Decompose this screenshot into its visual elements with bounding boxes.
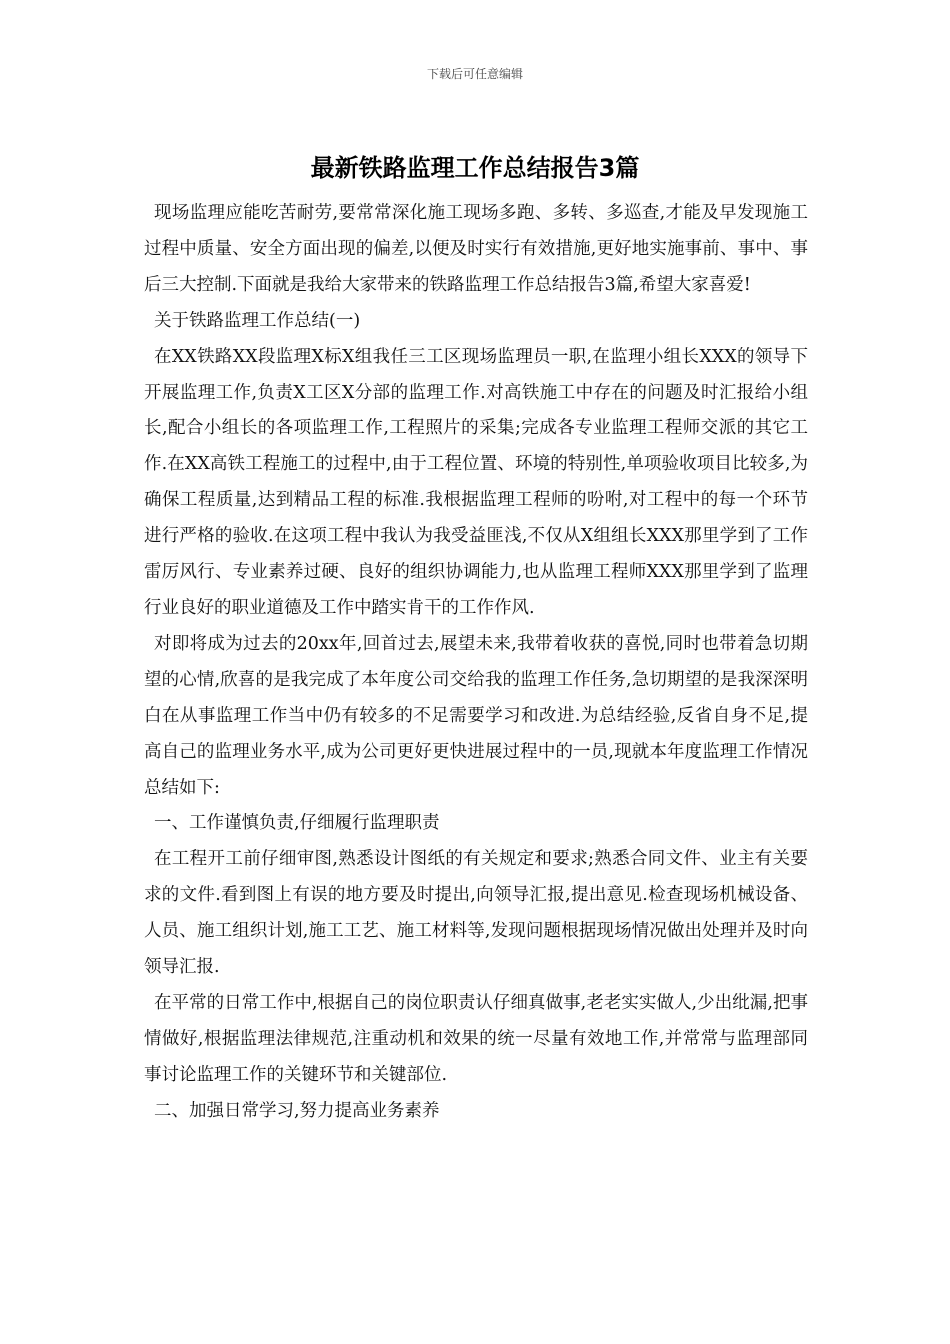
section-heading-one: 一、工作谨慎负责,仔细履行监理职责 bbox=[154, 813, 440, 834]
section-heading-two: 二、加强日常学习,努力提高业务素养 bbox=[154, 1100, 440, 1121]
header-note: 下载后可任意编辑 bbox=[426, 67, 523, 81]
paragraph-year-review: 对即将成为过去的20xx年,回首过去,展望未来,我带着收获的喜悦,同时也带着急切期望的心情,欣喜的是我完成了本年度公司交给我的监理工作任务,急切期望的是我深深明白在从事监理工作当中仍有较多的不足需要学习和改进.为总结经验,反省自身不足,提高自己的监理业务水平,成为公司更好更快进展过程中的一员,现就本年度监理工作情况总结如下: bbox=[144, 633, 808, 798]
document-body bbox=[144, 196, 808, 1130]
paragraph-daily-work: 在平常的日常工作中,根据自己的岗位职责认仔细真做事,老老实实做人,少出纰漏,把事情做好,根据监理法律规范,注重动机和效果的统一尽量有效地工作,并常常与监理部同事讨论监理工作的关键环节和关键部位. bbox=[144, 992, 808, 1085]
paragraph-drawing-review: 在工程开工前仔细审图,熟悉设计图纸的有关规定和要求;熟悉合同文件、业主有关要求的文件.看到图上有误的地方要及时提出,向领导汇报,提出意见.检查现场机械设备、人员、施工组织计划,施工工艺、施工材料等,发现问题根据现场情况做出处理并及时向领导汇报. bbox=[144, 849, 808, 978]
paragraph-intro: 现场监理应能吃苦耐劳,要常常深化施工现场多跑、多转、多巡查,才能及早发现施工过程中质量、安全方面出现的偏差,以便及时实行有效措施,更好地实施事前、事中、事后三大控制.下面就是我给大家带来的铁路监理工作总结报告3篇,希望大家喜爱! bbox=[144, 203, 808, 295]
document-title: 最新铁路监理工作总结报告3篇 bbox=[310, 154, 640, 182]
paragraph-work-experience: 在XX铁路XX段监理X标X组我任三工区现场监理员一职,在监理小组长XXX的领导下开展监理工作,负责X工区X分部的监理工作.对高铁施工中存在的问题及时汇报给小组长,配合小组长的各项监理工作,工程照片的采集;完成各专业监理工程师交派的其它工作.在XX高铁工程施工的过程中,由于工程位置、环境的特别性,单项验收项目比较多,为确保工程质量,达到精品工程的标准.我根据监理工程师的吩咐,对工程中的每一个环节进行严格的验收.在这项工程中我认为我受益匪浅,不仅从X组组长XXX那里学到了工作雷厉风行、专业素养过硬、良好的组织协调能力,也从监理工程师XXX那里学到了监理行业良好的职业道德及工作中踏实肯干的工作作风. bbox=[144, 346, 808, 618]
section-heading-summary-one: 关于铁路监理工作总结(一) bbox=[154, 310, 361, 331]
